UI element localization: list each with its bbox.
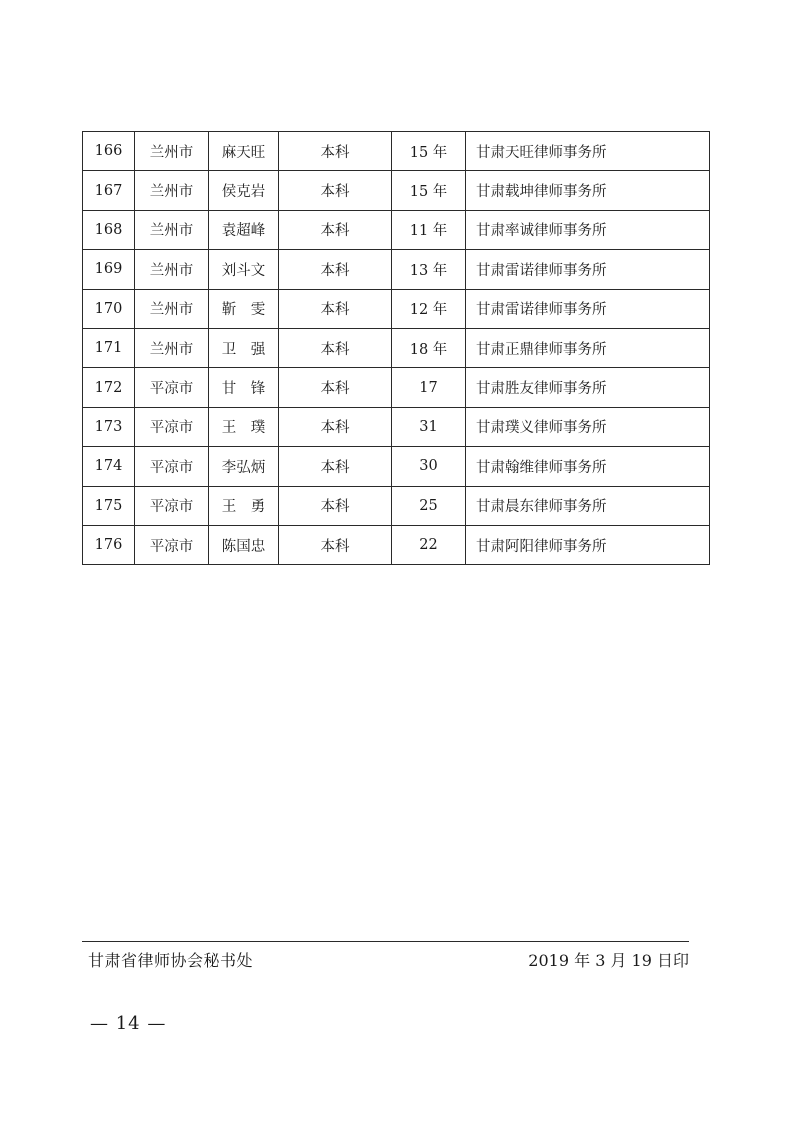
issuer-footer — [82, 941, 689, 974]
cell-city: 兰州市 — [135, 171, 209, 210]
cell-number: 167 — [83, 171, 135, 210]
footer-line — [82, 942, 689, 974]
cell-degree: 本科 — [279, 250, 392, 289]
cell-name: 王 璞 — [209, 407, 279, 446]
cell-city: 平凉市 — [135, 407, 209, 446]
cell-number: 173 — [83, 407, 135, 446]
cell-years: 31 — [392, 407, 466, 446]
page-number: — 14 — — [90, 1013, 167, 1034]
cell-years: 18 年 — [392, 328, 466, 367]
cell-number: 175 — [83, 486, 135, 525]
cell-name: 李弘炳 — [209, 447, 279, 486]
cell-law-firm: 甘肃正鼎律师事务所 — [466, 328, 710, 367]
table-row — [83, 407, 710, 446]
cell-name: 卫 强 — [209, 328, 279, 367]
cell-degree: 本科 — [279, 368, 392, 407]
cell-years: 17 — [392, 368, 466, 407]
cell-years: 15 年 — [392, 132, 466, 171]
cell-number: 170 — [83, 289, 135, 328]
print-date: 2019 年 3 月 19 日印 — [528, 951, 689, 970]
cell-degree: 本科 — [279, 210, 392, 249]
cell-number: 171 — [83, 328, 135, 367]
cell-number: 166 — [83, 132, 135, 171]
cell-name: 王 勇 — [209, 486, 279, 525]
table-row — [83, 171, 710, 210]
cell-law-firm: 甘肃雷诺律师事务所 — [466, 289, 710, 328]
table-row — [83, 328, 710, 367]
cell-city: 平凉市 — [135, 368, 209, 407]
cell-number: 168 — [83, 210, 135, 249]
cell-city: 兰州市 — [135, 132, 209, 171]
lawyer-roster-table — [82, 131, 710, 565]
cell-degree: 本科 — [279, 525, 392, 564]
cell-name: 麻天旺 — [209, 132, 279, 171]
cell-degree: 本科 — [279, 447, 392, 486]
issuing-organization: 甘肃省律师协会秘书处 — [88, 951, 254, 970]
table-row — [83, 210, 710, 249]
cell-years: 25 — [392, 486, 466, 525]
cell-name: 侯克岩 — [209, 171, 279, 210]
cell-degree: 本科 — [279, 328, 392, 367]
cell-name: 陈国忠 — [209, 525, 279, 564]
cell-degree: 本科 — [279, 132, 392, 171]
roster-table-body — [83, 132, 710, 565]
cell-name: 袁超峰 — [209, 210, 279, 249]
table-row — [83, 368, 710, 407]
cell-name: 靳 雯 — [209, 289, 279, 328]
cell-degree: 本科 — [279, 486, 392, 525]
cell-years: 11 年 — [392, 210, 466, 249]
cell-law-firm: 甘肃翰维律师事务所 — [466, 447, 710, 486]
cell-years: 12 年 — [392, 289, 466, 328]
cell-city: 兰州市 — [135, 250, 209, 289]
cell-city: 平凉市 — [135, 525, 209, 564]
cell-law-firm: 甘肃雷诺律师事务所 — [466, 250, 710, 289]
cell-number: 172 — [83, 368, 135, 407]
cell-city: 平凉市 — [135, 486, 209, 525]
cell-number: 174 — [83, 447, 135, 486]
cell-law-firm: 甘肃载坤律师事务所 — [466, 171, 710, 210]
cell-years: 15 年 — [392, 171, 466, 210]
table-row — [83, 250, 710, 289]
cell-law-firm: 甘肃率诚律师事务所 — [466, 210, 710, 249]
table-row — [83, 132, 710, 171]
cell-number: 176 — [83, 525, 135, 564]
cell-city: 兰州市 — [135, 289, 209, 328]
cell-city: 兰州市 — [135, 210, 209, 249]
cell-name: 甘 锋 — [209, 368, 279, 407]
table-row — [83, 447, 710, 486]
cell-law-firm: 甘肃阿阳律师事务所 — [466, 525, 710, 564]
cell-years: 22 — [392, 525, 466, 564]
cell-law-firm: 甘肃胜友律师事务所 — [466, 368, 710, 407]
cell-number: 169 — [83, 250, 135, 289]
cell-degree: 本科 — [279, 407, 392, 446]
cell-name: 刘斗文 — [209, 250, 279, 289]
cell-law-firm: 甘肃晨东律师事务所 — [466, 486, 710, 525]
cell-city: 兰州市 — [135, 328, 209, 367]
cell-years: 30 — [392, 447, 466, 486]
table-row — [83, 486, 710, 525]
cell-city: 平凉市 — [135, 447, 209, 486]
table-row — [83, 525, 710, 564]
table-row — [83, 289, 710, 328]
cell-years: 13 年 — [392, 250, 466, 289]
cell-degree: 本科 — [279, 289, 392, 328]
cell-law-firm: 甘肃天旺律师事务所 — [466, 132, 710, 171]
cell-degree: 本科 — [279, 171, 392, 210]
cell-law-firm: 甘肃璞义律师事务所 — [466, 407, 710, 446]
